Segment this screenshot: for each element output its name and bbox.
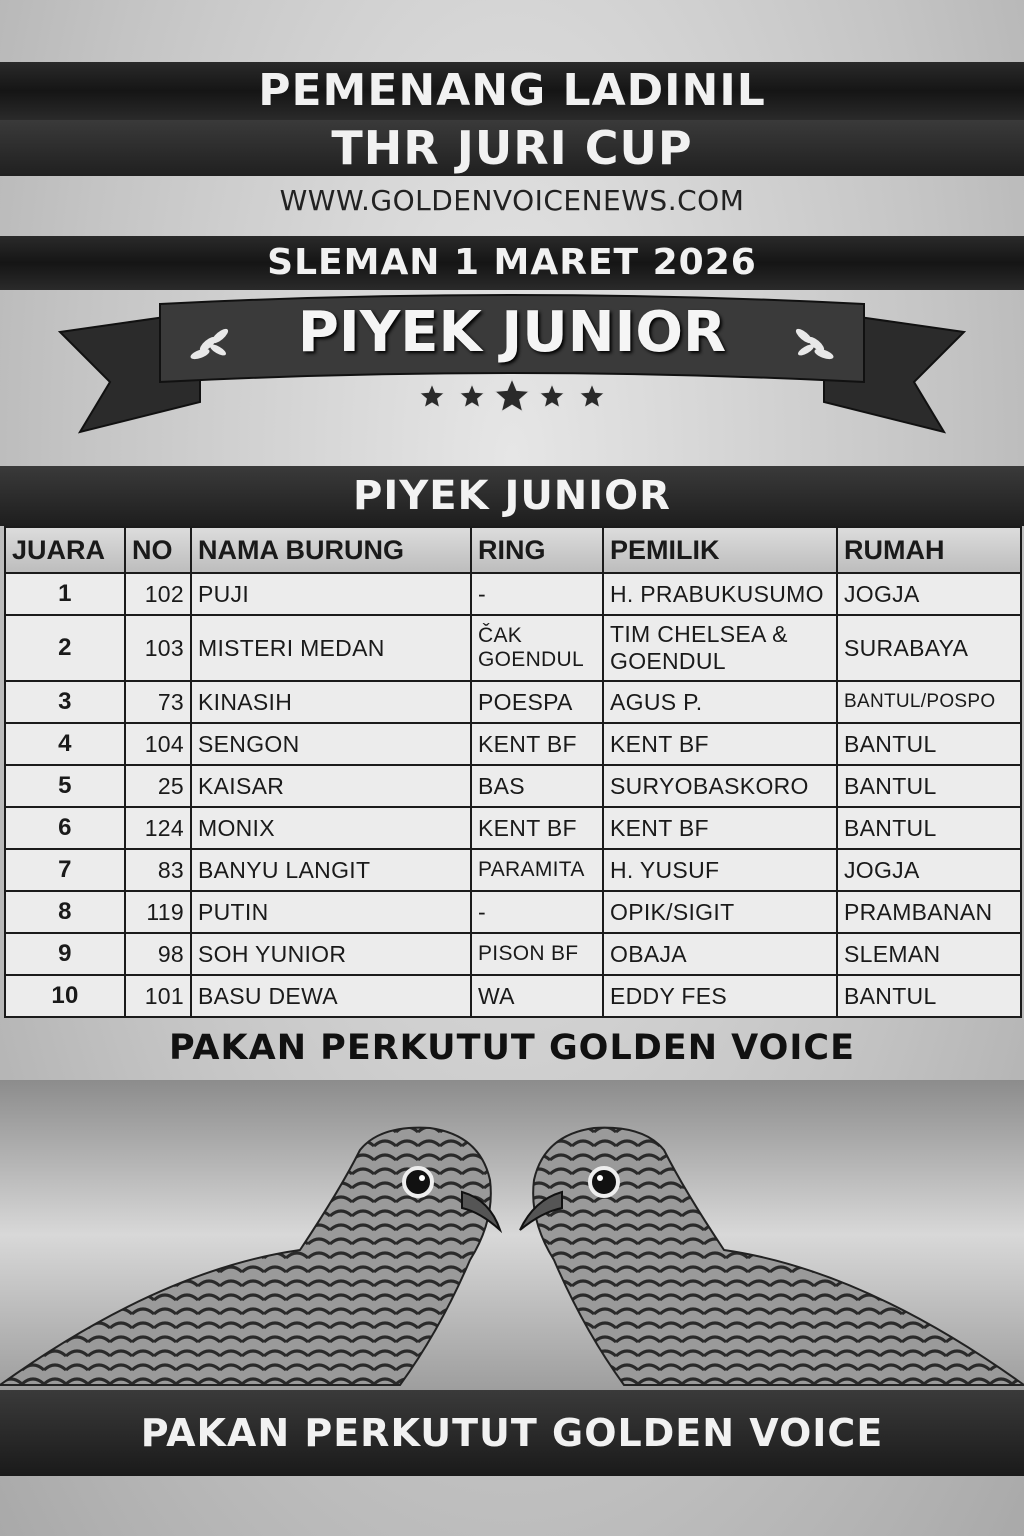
ribbon-title: PIYEK JUNIOR [297, 300, 727, 365]
cell-ring: - [471, 573, 603, 615]
cell-juara: 5 [5, 765, 125, 807]
cell-pemilik: OBAJA [603, 933, 837, 975]
cell-ring: KENT BF [471, 723, 603, 765]
star-icon [540, 384, 565, 408]
table-row [5, 849, 1021, 891]
col-rumah: RUMAH [837, 527, 1021, 573]
cell-rumah: PRAMBANAN [837, 891, 1021, 933]
cell-juara: 10 [5, 975, 125, 1017]
cell-rumah: BANTUL/POSPO [837, 681, 1021, 723]
website-text: WWW.GOLDENVOICENEWS.COM [279, 184, 745, 217]
cell-juara: 2 [5, 615, 125, 681]
date-line: SLEMAN 1 MARET 2026 [0, 236, 1024, 290]
stars-rating [412, 375, 612, 415]
cell-pemilik: H. PRABUKUSUMO [603, 573, 837, 615]
table-row [5, 807, 1021, 849]
col-juara: JUARA [5, 527, 125, 573]
cell-pemilik: AGUS P. [603, 681, 837, 723]
cell-no: 25 [125, 765, 191, 807]
table-row [5, 573, 1021, 615]
cell-pemilik: OPIK/SIGIT [603, 891, 837, 933]
star-icon [580, 384, 605, 408]
cell-ring: KENT BF [471, 807, 603, 849]
cell-nama-burung: PUTIN [191, 891, 471, 933]
cell-no: 101 [125, 975, 191, 1017]
cell-juara: 9 [5, 933, 125, 975]
cell-nama-burung: KINASIH [191, 681, 471, 723]
cell-nama-burung: MONIX [191, 807, 471, 849]
cell-rumah: BANTUL [837, 723, 1021, 765]
table-row [5, 723, 1021, 765]
cell-juara: 4 [5, 723, 125, 765]
cell-rumah: BANTUL [837, 975, 1021, 1017]
cell-no: 83 [125, 849, 191, 891]
table-header-row [5, 527, 1021, 573]
cell-nama-burung: PUJI [191, 573, 471, 615]
cell-pemilik: EDDY FES [603, 975, 837, 1017]
cell-pemilik: SURYOBASKORO [603, 765, 837, 807]
two-doves-icon [0, 1080, 1024, 1390]
cell-juara: 3 [5, 681, 125, 723]
table-row [5, 975, 1021, 1017]
title-line-2: THR JURI CUP [0, 120, 1024, 176]
cell-pemilik: KENT BF [603, 723, 837, 765]
cell-juara: 6 [5, 807, 125, 849]
cell-rumah: SURABAYA [837, 615, 1021, 681]
footer-text-1: PAKAN PERKUTUT GOLDEN VOICE [168, 1028, 856, 1068]
cell-nama-burung: SENGON [191, 723, 471, 765]
star-icon [495, 379, 529, 412]
cell-juara: 7 [5, 849, 125, 891]
footer-text-2: PAKAN PERKUTUT GOLDEN VOICE [0, 1390, 1024, 1476]
winners-table [4, 526, 1022, 1018]
cell-rumah: JOGJA [837, 573, 1021, 615]
cell-juara: 1 [5, 573, 125, 615]
cell-ring: POESPA [471, 681, 603, 723]
col-no: NO [125, 527, 191, 573]
cell-nama-burung: KAISAR [191, 765, 471, 807]
cell-ring: - [471, 891, 603, 933]
table-title: PIYEK JUNIOR [0, 466, 1024, 526]
cell-rumah: SLEMAN [837, 933, 1021, 975]
cell-ring: WA [471, 975, 603, 1017]
cell-rumah: JOGJA [837, 849, 1021, 891]
cell-pemilik: H. YUSUF [603, 849, 837, 891]
cell-no: 103 [125, 615, 191, 681]
table-row [5, 681, 1021, 723]
cell-nama-burung: BANYU LANGIT [191, 849, 471, 891]
cell-no: 104 [125, 723, 191, 765]
col-ring: RING [471, 527, 603, 573]
cell-pemilik: TIM CHELSEA & GOENDUL [603, 615, 837, 681]
cell-no: 119 [125, 891, 191, 933]
cell-no: 102 [125, 573, 191, 615]
table-row [5, 765, 1021, 807]
cell-pemilik: KENT BF [603, 807, 837, 849]
table-row [5, 933, 1021, 975]
cell-no: 98 [125, 933, 191, 975]
table-row [5, 891, 1021, 933]
cell-ring: PISON BF [471, 933, 603, 975]
star-icon [420, 384, 445, 408]
table-row [5, 615, 1021, 681]
cell-rumah: BANTUL [837, 765, 1021, 807]
cell-nama-burung: MISTERI MEDAN [191, 615, 471, 681]
cell-no: 73 [125, 681, 191, 723]
cell-no: 124 [125, 807, 191, 849]
cell-ring: PARAMITA [471, 849, 603, 891]
cell-juara: 8 [5, 891, 125, 933]
col-nama-burung: NAMA BURUNG [191, 527, 471, 573]
cell-rumah: BANTUL [837, 807, 1021, 849]
star-icon [460, 384, 485, 408]
cell-ring: BAS [471, 765, 603, 807]
title-line-1: PEMENANG LADINIL [0, 62, 1024, 120]
col-pemilik: PEMILIK [603, 527, 837, 573]
cell-ring: ČAK GOENDUL [471, 615, 603, 681]
cell-nama-burung: SOH YUNIOR [191, 933, 471, 975]
cell-nama-burung: BASU DEWA [191, 975, 471, 1017]
